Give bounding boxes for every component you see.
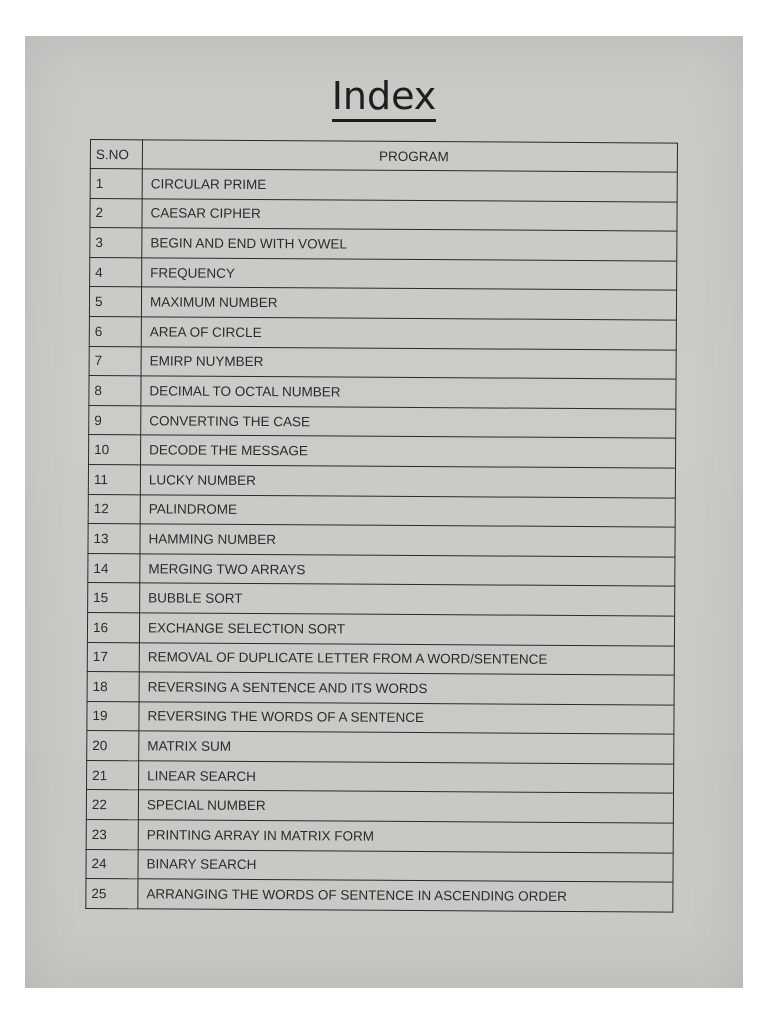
- row-program: ARRANGING THE WORDS OF SENTENCE IN ASCENDING ORDER: [138, 879, 673, 912]
- row-program: HAMMING NUMBER: [140, 524, 675, 557]
- table-row: [87, 701, 674, 734]
- row-sno: 22: [86, 790, 138, 820]
- table-row: [87, 672, 674, 705]
- page-title: [0, 74, 768, 118]
- table-row: [90, 169, 677, 202]
- row-program: PRINTING ARRAY IN MATRIX FORM: [138, 820, 673, 853]
- table-body: [86, 169, 678, 912]
- table-row: [90, 228, 677, 261]
- row-sno: 4: [90, 257, 142, 287]
- row-program: EMIRP NUYMBER: [141, 346, 676, 379]
- row-program: BINARY SEARCH: [138, 849, 673, 882]
- table-row: [89, 376, 676, 409]
- row-program: MAXIMUM NUMBER: [141, 287, 676, 320]
- row-program: REVERSING A SENTENCE AND ITS WORDS: [139, 672, 674, 705]
- row-sno: 15: [88, 583, 140, 613]
- header-program: PROGRAM: [142, 140, 677, 172]
- row-program: REVERSING THE WORDS OF A SENTENCE: [139, 701, 674, 734]
- row-sno: 5: [89, 287, 141, 317]
- row-sno: 12: [88, 494, 140, 524]
- row-sno: 3: [90, 228, 142, 258]
- table-row: [87, 760, 674, 793]
- table-row: [89, 405, 676, 438]
- row-program: CONVERTING THE CASE: [141, 406, 676, 439]
- row-sno: 7: [89, 346, 141, 376]
- row-program: FREQUENCY: [142, 258, 677, 291]
- table-row: [89, 346, 676, 379]
- row-program: MATRIX SUM: [139, 731, 674, 764]
- table-header-row: [90, 140, 677, 173]
- row-program: EXCHANGE SELECTION SORT: [139, 613, 674, 646]
- index-table: [85, 139, 678, 912]
- table-row: [88, 524, 675, 557]
- row-sno: 23: [86, 820, 138, 850]
- row-sno: 21: [87, 760, 139, 790]
- row-sno: 25: [86, 879, 138, 909]
- table-row: [86, 790, 673, 823]
- row-sno: 20: [87, 731, 139, 761]
- page-title-text: Index: [332, 74, 437, 122]
- table-row: [86, 849, 673, 882]
- row-program: PALINDROME: [140, 494, 675, 527]
- table-row: [88, 494, 675, 527]
- row-sno: 2: [90, 198, 142, 228]
- table-row: [87, 731, 674, 764]
- row-program: DECODE THE MESSAGE: [141, 435, 676, 468]
- row-sno: 14: [88, 553, 140, 583]
- row-program: CIRCULAR PRIME: [142, 169, 677, 202]
- table-row: [87, 642, 674, 675]
- row-sno: 18: [87, 672, 139, 702]
- row-program: CAESAR CIPHER: [142, 198, 677, 231]
- row-program: BEGIN AND END WITH VOWEL: [142, 228, 677, 261]
- header-sno: S.NO: [90, 140, 142, 169]
- row-sno: 8: [89, 376, 141, 406]
- table-row: [89, 435, 676, 468]
- row-program: AREA OF CIRCLE: [141, 317, 676, 350]
- table-row: [89, 287, 676, 320]
- row-sno: 13: [88, 524, 140, 554]
- row-program: DECIMAL TO OCTAL NUMBER: [141, 376, 676, 409]
- row-program: REMOVAL OF DUPLICATE LETTER FROM A WORD/SENTENCE: [139, 642, 674, 675]
- row-program: LINEAR SEARCH: [139, 761, 674, 794]
- row-sno: 24: [86, 849, 138, 879]
- table-row: [90, 257, 677, 290]
- row-sno: 9: [89, 405, 141, 435]
- table-row: [87, 612, 674, 645]
- table-row: [86, 879, 673, 912]
- row-sno: 1: [90, 169, 142, 199]
- row-sno: 10: [89, 435, 141, 465]
- row-sno: 16: [87, 612, 139, 642]
- row-program: SPECIAL NUMBER: [138, 790, 673, 823]
- row-sno: 17: [87, 642, 139, 672]
- table-row: [88, 583, 675, 616]
- table-row: [90, 198, 677, 231]
- table-row: [88, 553, 675, 586]
- table-row: [88, 464, 675, 497]
- row-program: LUCKY NUMBER: [140, 465, 675, 498]
- row-sno: 19: [87, 701, 139, 731]
- table-header: [90, 140, 677, 173]
- table-row: [89, 316, 676, 349]
- table-row: [86, 820, 673, 853]
- row-program: MERGING TWO ARRAYS: [140, 554, 675, 587]
- row-program: BUBBLE SORT: [140, 583, 675, 616]
- row-sno: 6: [89, 316, 141, 346]
- row-sno: 11: [88, 464, 140, 494]
